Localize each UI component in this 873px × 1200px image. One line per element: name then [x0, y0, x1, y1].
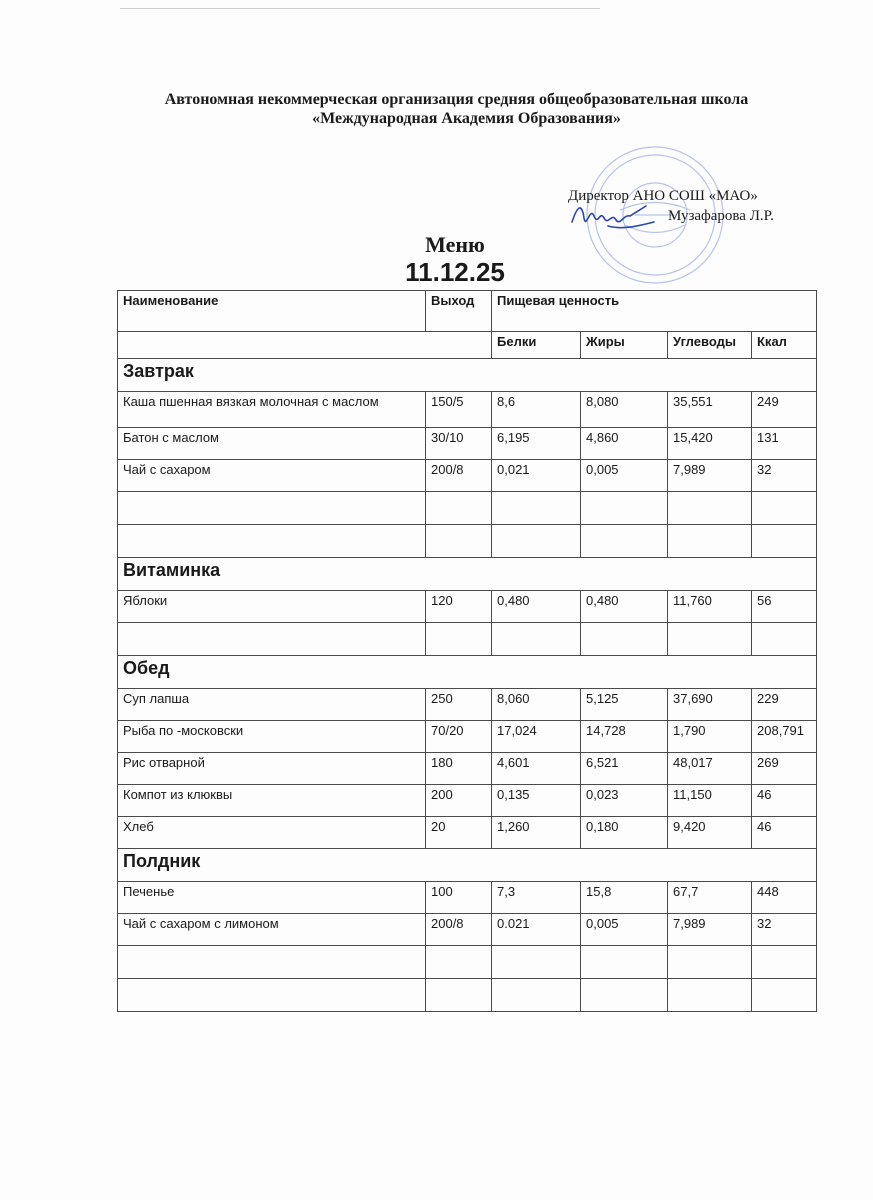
- empty-cell: [492, 623, 581, 656]
- cell-output: 250: [426, 689, 492, 721]
- section-title: Полдник: [118, 849, 817, 882]
- empty-cell: [426, 979, 492, 1012]
- cell-carbs: 7,989: [668, 914, 752, 946]
- table-row: [118, 460, 817, 492]
- scan-edge-line: [120, 8, 600, 9]
- column-header-protein: Белки: [492, 332, 581, 359]
- table-row: [118, 882, 817, 914]
- empty-cell: [118, 979, 426, 1012]
- empty-row: [118, 979, 817, 1012]
- empty-cell: [118, 492, 426, 525]
- empty-cell: [492, 492, 581, 525]
- cell-carbs: 9,420: [668, 817, 752, 849]
- table-row: [118, 392, 817, 428]
- table-row: [118, 428, 817, 460]
- cell-carbs: 15,420: [668, 428, 752, 460]
- table-row: [118, 689, 817, 721]
- section-row: [118, 558, 817, 591]
- cell-output: 200: [426, 785, 492, 817]
- empty-row: [118, 525, 817, 558]
- cell-name: Яблоки: [118, 591, 426, 623]
- cell-name: Компот из клюквы: [118, 785, 426, 817]
- cell-fat: 0,180: [581, 817, 668, 849]
- menu-date: 11.12.25: [405, 257, 505, 287]
- empty-cell: [581, 525, 668, 558]
- cell-carbs: 11,760: [668, 591, 752, 623]
- empty-cell: [426, 492, 492, 525]
- director-name: Музафарова Л.Р.: [668, 208, 774, 224]
- table-row: [118, 753, 817, 785]
- cell-kcal: 249: [752, 392, 817, 428]
- empty-cell: [492, 525, 581, 558]
- cell-kcal: 46: [752, 785, 817, 817]
- document-header: [0, 90, 873, 128]
- cell-name: Каша пшенная вязкая молочная с маслом: [118, 392, 426, 428]
- cell-kcal: 448: [752, 882, 817, 914]
- section-title: Обед: [118, 656, 817, 689]
- empty-row: [118, 946, 817, 979]
- empty-cell: [118, 525, 426, 558]
- cell-kcal: 229: [752, 689, 817, 721]
- empty-cell: [752, 492, 817, 525]
- cell-output: 150/5: [426, 392, 492, 428]
- column-header-nutrition: Пищевая ценность: [492, 291, 817, 332]
- cell-name: Рис отварной: [118, 753, 426, 785]
- empty-cell: [668, 492, 752, 525]
- section-title: Витаминка: [118, 558, 817, 591]
- cell-protein: 0,480: [492, 591, 581, 623]
- cell-fat: 4,860: [581, 428, 668, 460]
- empty-cell: [118, 623, 426, 656]
- column-header-name: Наименование: [118, 291, 426, 332]
- column-header-fat: Жиры: [581, 332, 668, 359]
- cell-output: 30/10: [426, 428, 492, 460]
- section-row: [118, 359, 817, 392]
- cell-protein: 1,260: [492, 817, 581, 849]
- section-row: [118, 656, 817, 689]
- menu-table: [117, 290, 817, 1012]
- cell-name: Хлеб: [118, 817, 426, 849]
- column-header-output: Выход: [426, 291, 492, 332]
- cell-fat: 0,005: [581, 914, 668, 946]
- cell-protein: 6,195: [492, 428, 581, 460]
- cell-output: 100: [426, 882, 492, 914]
- org-name-line1: Автономная некоммерческая организация средняя общеобразовательная школа: [164, 91, 749, 108]
- empty-cell: [752, 525, 817, 558]
- empty-cell: [118, 946, 426, 979]
- cell-kcal: 269: [752, 753, 817, 785]
- cell-output: 120: [426, 591, 492, 623]
- table-row: [118, 721, 817, 753]
- cell-name: Чай с сахаром с лимоном: [118, 914, 426, 946]
- table-subheader-row: [118, 332, 817, 359]
- menu-title: Меню: [425, 232, 485, 257]
- empty-cell: [581, 979, 668, 1012]
- cell-fat: 0,023: [581, 785, 668, 817]
- empty-cell: [752, 946, 817, 979]
- cell-carbs: 1,790: [668, 721, 752, 753]
- section-row: [118, 849, 817, 882]
- director-position: Директор АНО СОШ «МАО»: [568, 188, 758, 204]
- cell-carbs: 7,989: [668, 460, 752, 492]
- cell-output: 20: [426, 817, 492, 849]
- org-name-line2: «Международная Академия Образования»: [312, 110, 621, 127]
- cell-kcal: 56: [752, 591, 817, 623]
- empty-cell: [668, 946, 752, 979]
- cell-output: 180: [426, 753, 492, 785]
- empty-cell: [752, 623, 817, 656]
- cell-carbs: 37,690: [668, 689, 752, 721]
- cell-protein: 7,3: [492, 882, 581, 914]
- empty-cell: [492, 979, 581, 1012]
- table-row: [118, 785, 817, 817]
- empty-cell: [492, 946, 581, 979]
- empty-cell: [752, 979, 817, 1012]
- table-row: [118, 591, 817, 623]
- cell-fat: 8,080: [581, 392, 668, 428]
- empty-cell: [668, 979, 752, 1012]
- cell-kcal: 32: [752, 914, 817, 946]
- cell-name: Батон с маслом: [118, 428, 426, 460]
- section-title: Завтрак: [118, 359, 817, 392]
- empty-cell: [581, 492, 668, 525]
- cell-kcal: 32: [752, 460, 817, 492]
- empty-row: [118, 492, 817, 525]
- subheader-spacer: [118, 332, 492, 359]
- cell-protein: 0,135: [492, 785, 581, 817]
- empty-cell: [581, 946, 668, 979]
- director-approval: [568, 186, 798, 226]
- cell-protein: 4,601: [492, 753, 581, 785]
- cell-protein: 8,060: [492, 689, 581, 721]
- table-row: [118, 817, 817, 849]
- cell-protein: 17,024: [492, 721, 581, 753]
- empty-cell: [581, 623, 668, 656]
- empty-cell: [668, 623, 752, 656]
- cell-carbs: 35,551: [668, 392, 752, 428]
- column-header-kcal: Ккал: [752, 332, 817, 359]
- cell-fat: 15,8: [581, 882, 668, 914]
- empty-cell: [668, 525, 752, 558]
- table-row: [118, 914, 817, 946]
- empty-cell: [426, 623, 492, 656]
- cell-carbs: 67,7: [668, 882, 752, 914]
- cell-carbs: 11,150: [668, 785, 752, 817]
- empty-row: [118, 623, 817, 656]
- cell-output: 200/8: [426, 460, 492, 492]
- empty-cell: [426, 946, 492, 979]
- cell-kcal: 131: [752, 428, 817, 460]
- cell-fat: 6,521: [581, 753, 668, 785]
- cell-name: Суп лапша: [118, 689, 426, 721]
- cell-output: 200/8: [426, 914, 492, 946]
- cell-protein: 0.021: [492, 914, 581, 946]
- cell-kcal: 208,791: [752, 721, 817, 753]
- cell-fat: 0,005: [581, 460, 668, 492]
- cell-name: Чай с сахаром: [118, 460, 426, 492]
- cell-fat: 5,125: [581, 689, 668, 721]
- cell-kcal: 46: [752, 817, 817, 849]
- column-header-carbs: Углеводы: [668, 332, 752, 359]
- cell-carbs: 48,017: [668, 753, 752, 785]
- cell-output: 70/20: [426, 721, 492, 753]
- cell-fat: 0,480: [581, 591, 668, 623]
- cell-protein: 0,021: [492, 460, 581, 492]
- cell-fat: 14,728: [581, 721, 668, 753]
- table-header-row: [118, 291, 817, 332]
- cell-name: Печенье: [118, 882, 426, 914]
- cell-name: Рыба по -московски: [118, 721, 426, 753]
- empty-cell: [426, 525, 492, 558]
- cell-protein: 8,6: [492, 392, 581, 428]
